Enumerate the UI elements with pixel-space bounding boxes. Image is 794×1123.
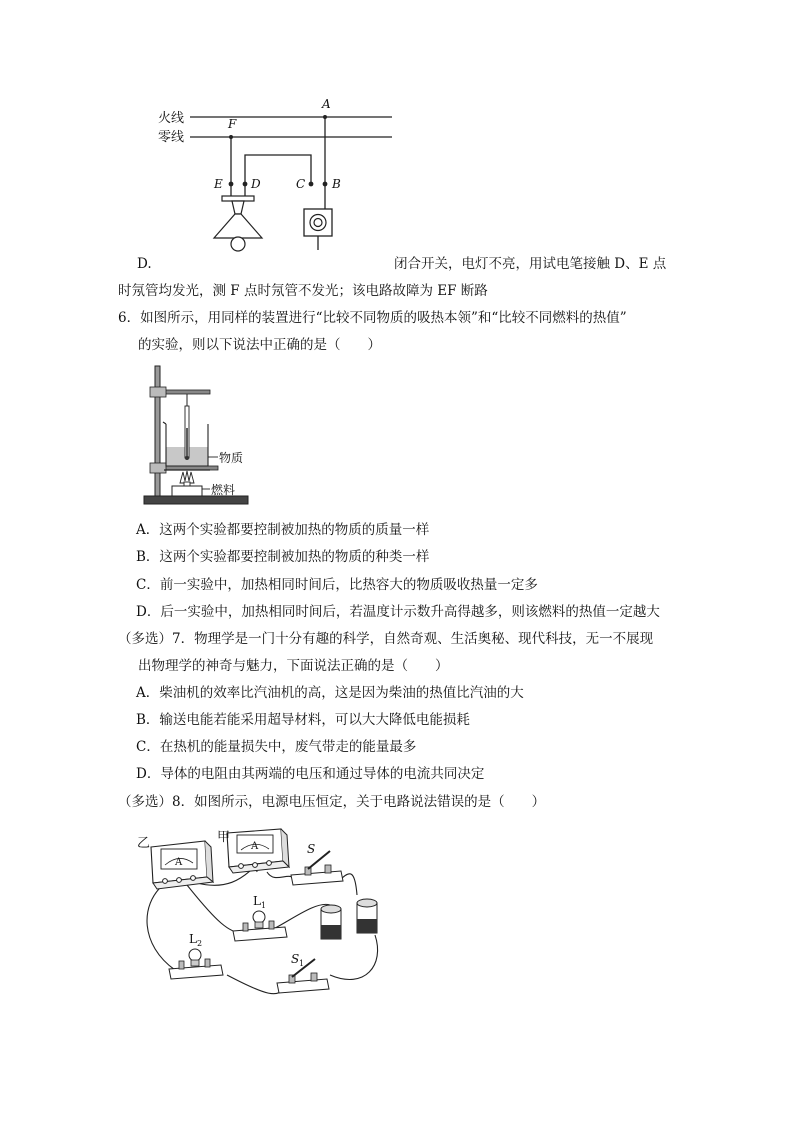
flame-icon [180,471,194,483]
thermometer-icon [185,394,189,460]
q5-option-d-line2: 时氖管均发光，测 F 点时氖管不发光；该电路故障为 EF 断路 [118,283,488,299]
lamp-l2-icon [169,949,223,979]
substance-label: 物质 [219,451,244,465]
stand-base [144,496,248,504]
q6-option-c: C．前一实验中，加热相同时间后，比热容大的物质吸收热量一定多 [136,577,538,593]
lamp-l1-subscript: 1 [261,901,267,910]
point-D-label: D [251,177,261,191]
q5-option-d-line1: 闭合开关，电灯不亮，用试电笔接触 D、E 点 [394,256,667,272]
live-wire-label: 火线 [158,111,185,126]
q6-option-a: A．这两个实验都要控制被加热的物质的质量一样 [136,522,430,538]
point-C-label: C [296,177,306,191]
q7-option-b: B．输送电能若能采用超导材料，可以大大降低电能损耗 [136,712,470,728]
stand-pole [155,366,160,496]
q6-stem-line1: 6．如图所示，用同样的装置进行“比较不同物质的吸热本领”和“比较不同燃料的热值” [118,310,627,326]
q7-option-c: C．在热机的能量损失中，废气带走的能量最多 [136,739,417,755]
q6-option-d: D．后一实验中，加热相同时间后，若温度计示数升高得越多，则该燃料的热值一定越大 [136,604,660,620]
lamp-l2-label: L [189,932,197,946]
battery-icon [321,899,377,939]
switch-s-icon [291,851,343,885]
burner-icon [172,482,202,496]
lamp-icon [214,184,262,251]
q8-stem: （多选）8．如图所示，电源电压恒定，关于电路说法错误的是（ ） [118,794,546,810]
circuit-figure [135,825,400,1000]
q7-option-a: A．柴油机的效率比汽油机的高，这是因为柴油的热值比汽油的大 [136,685,524,701]
heating-apparatus-figure [140,362,260,512]
q6-option-b: B．这两个实验都要控制被加热的物质的种类一样 [136,549,430,565]
lamp-l1-label: L [253,894,261,908]
socket-icon [304,209,332,250]
lamp-l2-subscript: 2 [197,939,203,948]
point-C-node [309,182,314,187]
q7-option-d: D．导体的电阻由其两端的电压和通过导体的电流共同决定 [136,766,485,782]
ammeter-jia-label: 甲 [217,830,231,845]
point-A-label: A [322,97,331,111]
point-B-node [323,182,328,187]
neutral-wire-label: 零线 [158,130,185,145]
ammeter-yi-label: 乙 [137,836,151,851]
q5-option-d-prefix: D. [137,256,152,272]
point-B-label: B [332,177,341,191]
household-circuit-figure [150,92,410,257]
point-E-label: E [214,177,223,191]
fuel-label: 燃料 [211,483,236,497]
switch-s-label: S [307,842,316,856]
meter-yi-dial-label: A [175,857,183,868]
q7-stem-line2: 出物理学的神奇与魅力，下面说法正确的是（ ） [138,658,449,674]
q6-stem-line2: 的实验，则以下说法中正确的是（ ） [138,337,381,353]
q7-stem-line1: （多选）7．物理学是一门十分有趣的科学，自然奇观、生活奥秘、现代科技，无一不展现 [118,631,654,647]
switch-s1-subscript: 1 [299,959,305,968]
point-F-label: F [228,117,237,131]
meter-jia-dial-label: A [251,841,259,852]
switch-s1-label: S [291,952,300,966]
